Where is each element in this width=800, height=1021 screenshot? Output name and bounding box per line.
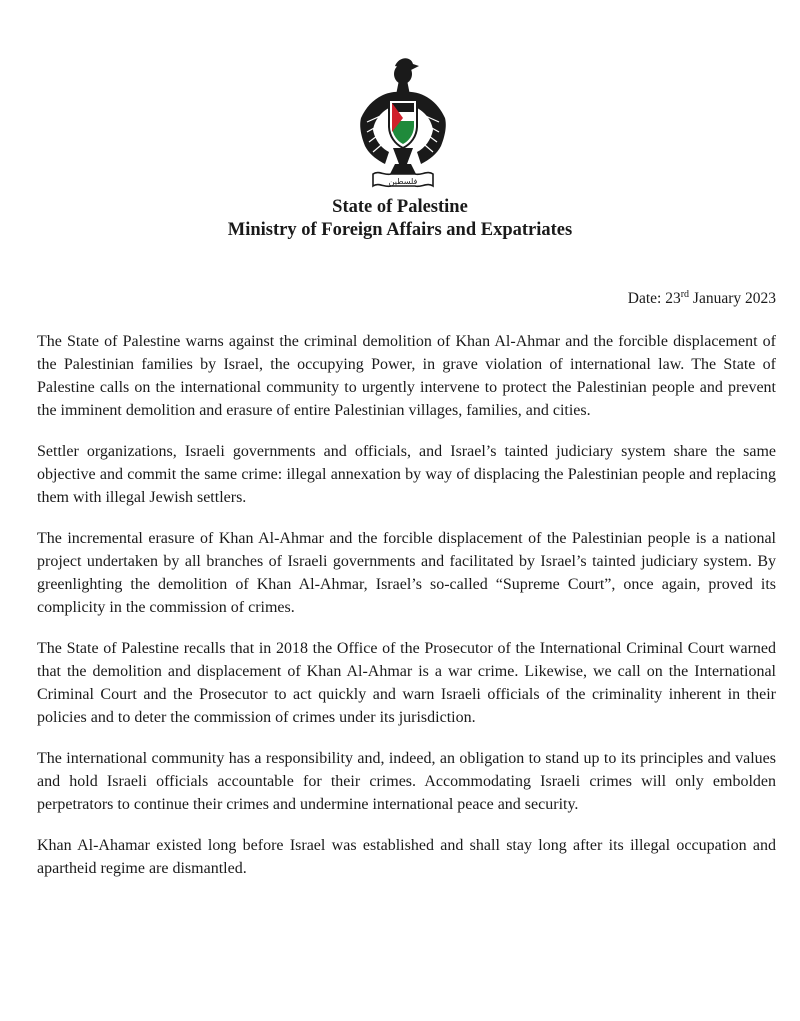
date-ordinal: rd — [680, 288, 690, 300]
ministry-title: Ministry of Foreign Affairs and Expatriates — [227, 220, 573, 240]
paragraph-2: Settler organizations, Israeli governments and officials, and Israel’s tainted judiciary system share the same objective and commit the same crime: illegal annexation by way of displacing the Palestinian people and replacing them with illegal Jewish settlers. — [37, 443, 776, 506]
date-prefix: Date: 23 — [627, 290, 681, 307]
date-rest: January 2023 — [689, 290, 776, 307]
statement-body — [37, 330, 776, 898]
paragraph-3: The incremental erasure of Khan Al-Ahmar and the forcible displacement of the Palestinian people is a national project undertaken by all branches of Israeli governments and facilitated by Israel’s tainted judiciary system. By greenlighting the demolition of Khan Al-Ahmar, Israel’s so-called “Supreme Court”, once again, proved its complicity in the commission of crimes. — [37, 530, 776, 616]
paragraph-5: The international community has a responsibility and, indeed, an obligation to stand up to its principles and values and hold Israeli officials accountable for their crimes. Accommodating Israeli crimes will only embolden perpetrators to continue their crimes and undermine international peace and security. — [37, 750, 776, 813]
paragraph-6: Khan Al-Ahamar existed long before Israel was established and shall stay long after its illegal occupation and apartheid regime are dismantled. — [37, 837, 776, 877]
document-date — [628, 288, 776, 310]
state-title: State of Palestine — [332, 197, 468, 217]
paragraph-1: The State of Palestine warns against the criminal demolition of Khan Al-Ahmar and the forcible displacement of the Palestinian families by Israel, the occupying Power, in grave violation of international law. The State of Palestine calls on the international community to urgently intervene to protect the Palestinian people and prevent the imminent demolition and erasure of entire Palestinian villages, families, and cities. — [37, 333, 776, 419]
paragraph-4: The State of Palestine recalls that in 2018 the Office of the Prosecutor of the International Criminal Court warned that the demolition and displacement of Khan Al-Ahmar is a war crime. Likewise, we call on the International Criminal Court and the Prosecutor to act quickly and warn Israeli officials of the criminality inherent in their policies and to deter the commission of crimes under its jurisdiction. — [37, 640, 776, 726]
palestine-eagle-emblem-icon — [355, 52, 451, 190]
svg-text:فلسطين: فلسطين — [388, 177, 418, 186]
